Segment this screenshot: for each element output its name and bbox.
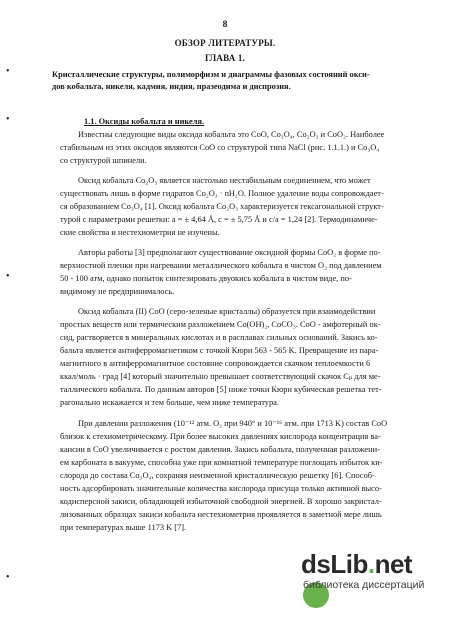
text-line: стабильным из этих оксидов являются CoO со структурой типа NaCl (рис. 1.1.1.) и Co₃O₄ [60, 143, 380, 152]
review-heading: ОБЗОР ЛИТЕРАТУРЫ. [174, 38, 276, 48]
chapter-title-line: Кристаллические структуры, полиморфизм и диаграммы фазовых состояний окси- [52, 70, 370, 79]
text-line: ские свойства и нестехиометрия не изучены. [60, 228, 220, 237]
text-line: 50 - 100 атм, однако попыток синтезировать двуокись кобальта в чистом виде, по- [60, 274, 352, 283]
watermark-subtitle: библиотека диссертаций [303, 579, 425, 591]
text-line: Известны следующие виды оксида кобальта это CoO, Co₃O₄, Co₂O₃ и CoO₂. Наиболее [78, 130, 385, 139]
text-line: магнитного в антиферромагнитное состояние сопровождается скачком теплоемкости 6 [60, 359, 371, 368]
text-line: рагонально искажается и тем больше, чем ниже температура. [60, 398, 279, 407]
chapter-label: ГЛАВА 1. [204, 53, 246, 63]
text-line: видимому не предпринималось. [60, 287, 175, 296]
text-line: Оксид кобальта (II) CoO (серо-зеленые кристаллы) образуется при взаимодействии [78, 307, 376, 316]
section-title: 1.1. Оксиды кобальта и никеля. [84, 117, 205, 126]
text-line: ккал/моль · град [4] который значительно превышает соответствующий скачок Cₚ для ме- [60, 372, 381, 381]
text-line: при температурах выше 1173 K [7]. [60, 523, 187, 532]
text-line: верхностной пленки при нагревании металлического кобальта в чистом O₂ под давлением [60, 261, 382, 270]
text-line: Авторы работы [3] предполагают существование оксидной формы CoO₂ в форме по- [78, 248, 381, 257]
watermark-logo: dsLib.net [301, 549, 436, 611]
text-line: существовать лишь в форме гидратов Co₂O₃ · nH₂O. Полное удаление воды сопровождает- [60, 189, 384, 198]
text-line: бальта является антиферромагнетиком с точкой Кюри 563 - 565 K. Превращение из пара- [60, 346, 379, 355]
margin-bullet: • [6, 114, 10, 125]
text-line: сид, растворяется в минеральных кислотах и в расплавах сильных оснований. Закись ко- [60, 333, 378, 342]
text-line: ем карбоната в вакууме, способна уже при комнатной температуре поглощать избыток ки- [60, 458, 383, 467]
text-line: При давлении разложения (10⁻¹² атм. O₂ при 940° и 10⁻¹⁶ атм. при 1713 K) состав CoO [78, 419, 388, 428]
margin-bullet: • [6, 572, 10, 583]
text-line: слорода до состава Co₃O₄, сохраняя неизменной кристаллическую решетку [6]. Способ- [60, 471, 375, 480]
text-line: простых веществ или термическим разложением Co(OH)₂, CoCO₃. CoO - амфотерный ок- [60, 320, 381, 329]
margin-bullet: • [6, 271, 10, 282]
text-line: близок к стехиометрическому. При более высоких давлениях кислорода концентрация ва- [60, 432, 381, 441]
text-line: кансии в CoO увеличивается с ростом давления. Закись кобальта, полученная разложени- [60, 445, 380, 454]
page-number: 8 [222, 20, 228, 30]
text-line: лизованных образцах закиси кобальта нестехиометрия проявляется в заметной мере лишь [60, 510, 382, 519]
chapter-title-line: дов кобальта, никеля, кадмия, индия, празеодима и диспрозия. [52, 82, 291, 91]
text-line: Оксид кобальта Co₂O₃ является настолько нестабильным соединением, что может [78, 176, 371, 185]
text-line: кодисперсной закиси, обладающей избыточной свободной энергией. В хорошо закристал- [60, 497, 382, 506]
text-line: ся образованием Co₃O₄ [1]. Оксид кобальта Co₂O₃ характеризуется гексагональной структ- [60, 202, 384, 211]
text-line: таллического кобальта. По данным авторов [5] ниже точки Кюри кубическая решетка тет- [60, 385, 382, 394]
text-line: ность адсорбировать значительные количества кислорода присуща только активной высо- [60, 484, 382, 493]
margin-bullet: • [6, 66, 10, 77]
text-line: со структурой шпинели. [60, 156, 147, 165]
dslib-watermark [301, 549, 436, 597]
text-line: турой с параметрами решетки: a = ± 4,64 Å, c = ± 5,75 Å и c/a = 1,24 [2]. Термодинамиче- [60, 215, 378, 224]
